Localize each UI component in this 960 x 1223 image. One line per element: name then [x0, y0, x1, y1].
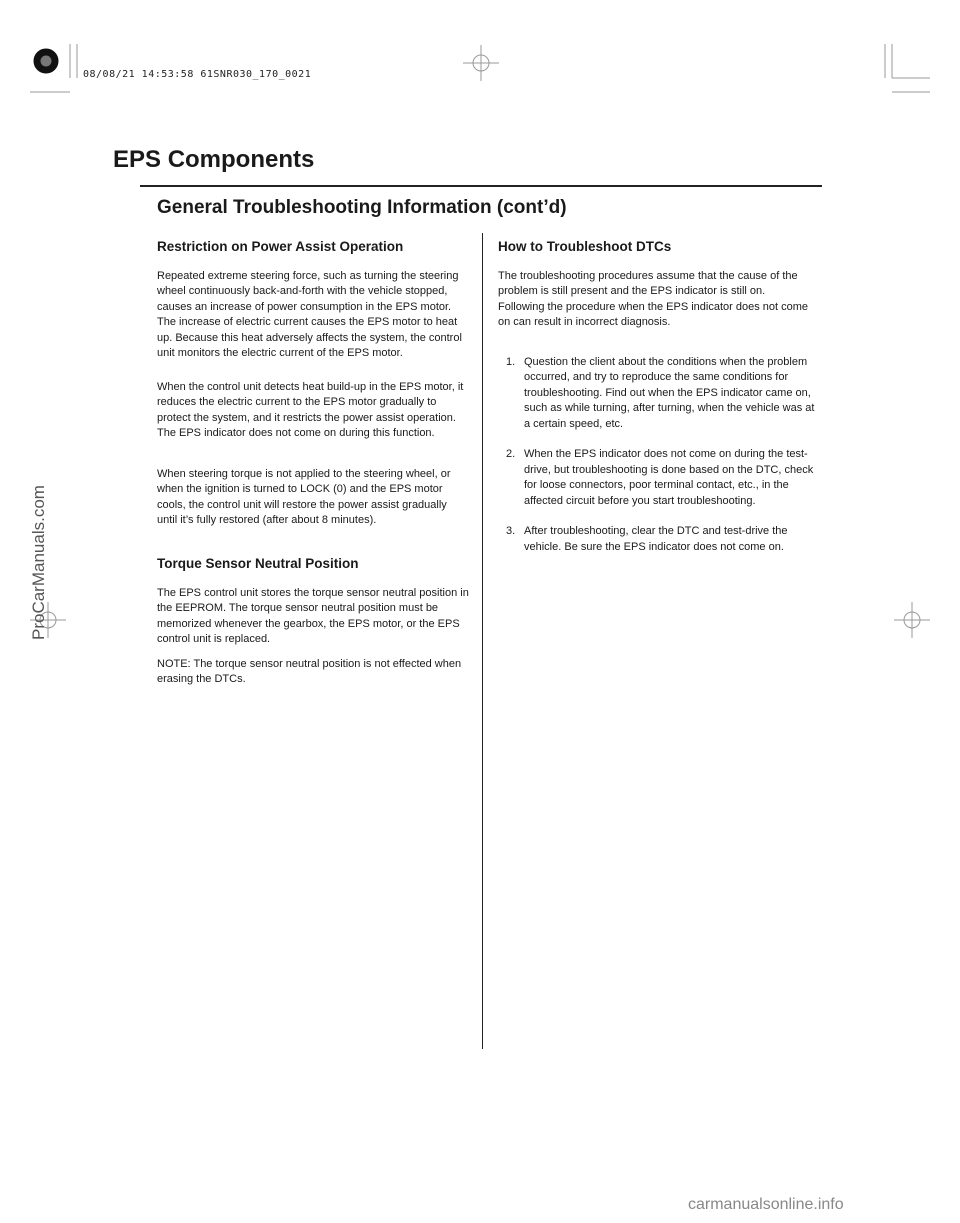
- step-number: 2.: [506, 448, 516, 461]
- step-number: 1.: [506, 356, 516, 368]
- watermark-bottom: carmanualsonline.info: [688, 1196, 844, 1213]
- torque-note: NOTE: The torque sensor neutral position is not effected when erasing the DTCs.: [157, 658, 462, 686]
- step-text: After troubleshooting, clear the DTC and test-drive the vehicle. Be sure the EPS indicator does not come on.: [524, 525, 788, 553]
- section-title: General Troubleshooting Information (cont’d): [157, 197, 567, 218]
- list-item: [498, 524, 818, 555]
- print-stamp: 08/08/21 14:53:58 61SNR030_170_0021: [83, 69, 312, 80]
- torque-paragraph-1: The EPS control unit stores the torque sensor neutral position in the EEPROM. The torque sensor neutral position must be memorized whenever the gearbox, the EPS motor, or the EPS control unit is replaced.: [157, 587, 469, 646]
- restriction-paragraph-2: When the control unit detects heat build-up in the EPS motor, it reduces the electric current to the EPS motor gradually to protect the system, and it restricts the power assist operation. The EPS indicator does not come on during this function.: [157, 381, 464, 440]
- restriction-heading: Restriction on Power Assist Operation: [157, 239, 404, 254]
- title-rule: [140, 185, 822, 187]
- restriction-paragraph-1: Repeated extreme steering force, such as turning the steering wheel continuously back-and-forth with the vehicle stopped, causes an increase of power consumption in the EPS motor. The increase of electric current causes the EPS motor to heat up. Because this heat adversely affects the system, the control unit monitors the electric current of the EPS motor.: [157, 270, 462, 360]
- dtc-heading: How to Troubleshoot DTCs: [498, 239, 672, 254]
- torque-heading: Torque Sensor Neutral Position: [157, 556, 359, 571]
- page-title: EPS Components: [113, 146, 315, 173]
- dtc-intro: The troubleshooting procedures assume that the cause of the problem is still present and the EPS indicator is still on. Following the procedure when the EPS indicator does not come on can result in incorrect diagnosis.: [498, 270, 809, 329]
- dtc-steps: [498, 355, 818, 571]
- step-number: 3.: [506, 525, 516, 538]
- watermark-left: ProCarManuals.com: [29, 485, 48, 640]
- list-item: [498, 355, 818, 432]
- restriction-paragraph-3: When steering torque is not applied to the steering wheel, or when the ignition is turned to LOCK (0) and the EPS motor cools, the control unit will restore the power assist gradually until it’s fully restored (after about 8 minutes).: [157, 468, 451, 527]
- list-item: [498, 447, 818, 509]
- column-divider: [482, 233, 483, 1049]
- step-text: Question the client about the conditions when the problem occurred, and try to reproduce the same conditions for troubleshooting. Find out when the EPS indicator came on, such as while turning, after turning, when the vehicle was at a certain speed, etc.: [524, 356, 815, 430]
- step-text: When the EPS indicator does not come on during the test-drive, but troubleshooting is done based on the DTC, check for loose connectors, poor terminal contact, etc., in the affected circuit before you start troubleshooting.: [524, 448, 814, 507]
